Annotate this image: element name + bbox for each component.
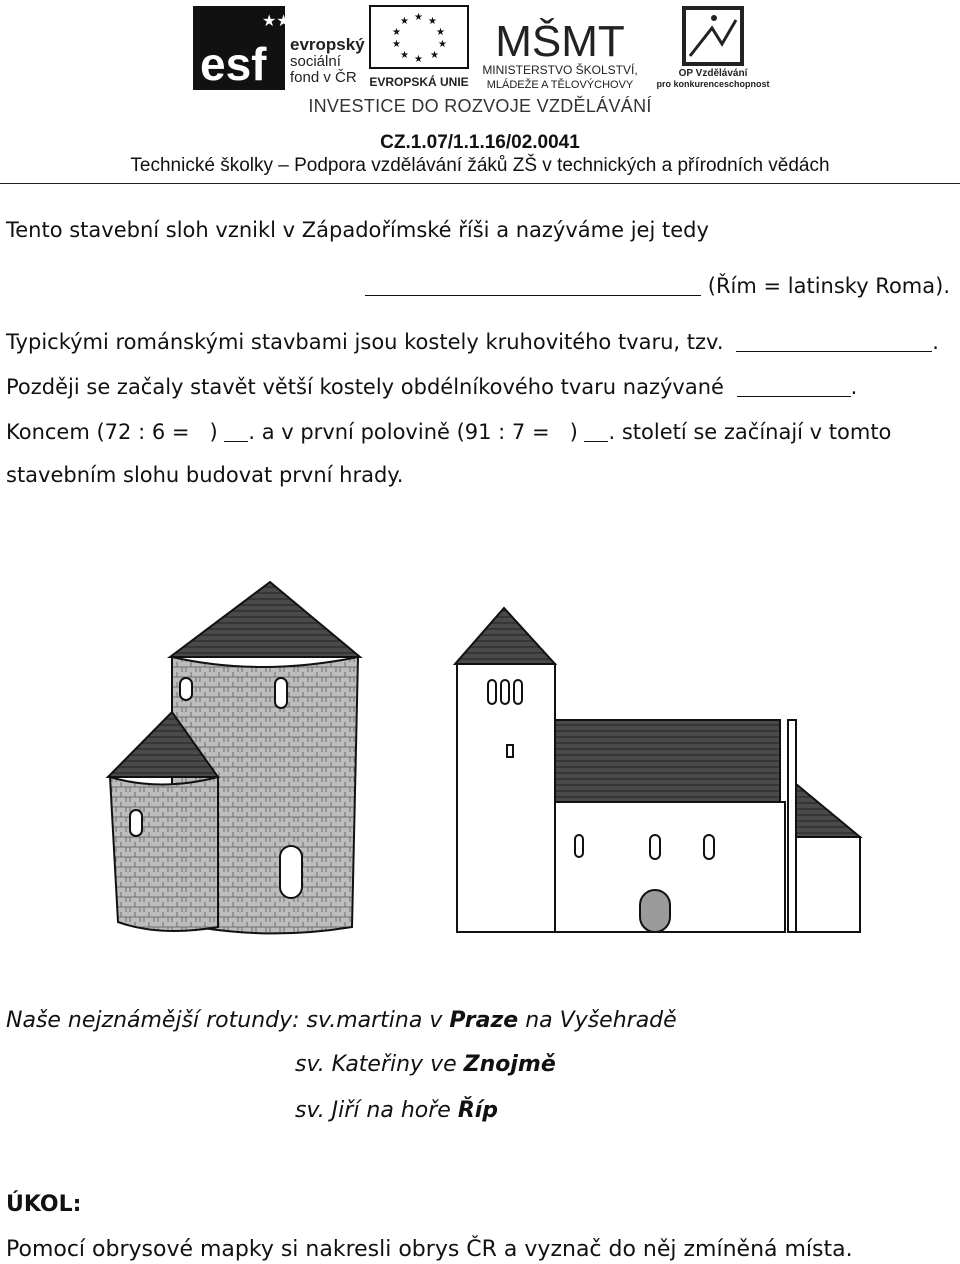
rotunda-2-city: Znojmě <box>463 1052 556 1077</box>
esf-line3: fond v ČR <box>290 69 357 86</box>
rotunda-2-text: sv. Kateřiny ve <box>295 1052 464 1077</box>
eu-flag-logo <box>369 6 468 89</box>
msmt-line1: MINISTERSTVO ŠKOLSTVÍ, <box>482 63 638 77</box>
text-line-4-a: Později se začaly stavět větší kostely obdélníkového tvaru nazývané <box>6 375 724 399</box>
esf-mark: esf <box>200 38 267 90</box>
project-subtitle: Technické školky – Podpora vzdělávání žáků ZŠ v technických a přírodních vědách <box>130 155 830 176</box>
esf-line1: evropský <box>290 35 365 54</box>
answer-blank-3[interactable] <box>737 375 851 397</box>
text-line-4 <box>6 375 857 399</box>
text-line-1: Tento stavební sloh vznikl v Západořímské říši a nazýváme jej tedy <box>6 218 709 242</box>
msmt-logo <box>482 16 637 91</box>
text-line-2 <box>365 274 950 298</box>
text-line-5-b: . a v první polovině (91 : 7 = ) <box>248 420 578 444</box>
rotunda-drawing <box>108 582 360 933</box>
rotunda-line-1 <box>6 1008 677 1033</box>
text-line-2-tail: (Řím = latinsky Roma). <box>707 274 950 298</box>
text-line-6: stavebním slohu budovat první hrady. <box>6 463 404 487</box>
svg-text:★: ★ <box>392 39 401 50</box>
basilica-drawing <box>455 608 860 932</box>
text-line-5-a: Koncem (72 : 6 = ) <box>6 420 218 444</box>
op-line1: OP Vzdělávání <box>678 68 748 79</box>
rotunda-3-text: sv. Jiří na hoře <box>295 1098 458 1123</box>
op-line2: pro konkurenceschopnost <box>656 79 770 89</box>
svg-text:★: ★ <box>400 50 409 61</box>
rotunda-3-place: Říp <box>457 1098 499 1123</box>
esf-line2: sociální <box>290 53 341 70</box>
rotunda-1-place: na Vyšehradě <box>518 1008 677 1033</box>
task-text: Pomocí obrysové mapky si nakresli obrys ČR a vyznač do něj zmíněná místa. <box>6 1237 853 1262</box>
rotunda-line-3 <box>295 1098 498 1123</box>
svg-text:★: ★ <box>414 54 423 65</box>
esf-logo <box>193 6 365 90</box>
svg-text:★: ★ <box>436 27 445 38</box>
msmt-mark: MŠMT <box>495 17 625 66</box>
eu-label: EVROPSKÁ UNIE <box>369 75 469 89</box>
msmt-line2: MLÁDEŽE A TĚLOVÝCHOVY <box>486 79 634 91</box>
answer-blank-4[interactable] <box>224 420 248 442</box>
text-line-4-b: . <box>850 375 858 399</box>
text-line-3-b: . <box>932 330 939 354</box>
svg-text:★: ★ <box>438 39 447 50</box>
svg-text:★★: ★★ <box>262 13 291 30</box>
svg-text:★: ★ <box>414 12 423 23</box>
rotunda-1-city: Praze <box>449 1008 519 1033</box>
rotunda-line-2 <box>295 1052 556 1077</box>
text-line-5 <box>6 420 891 444</box>
header-divider <box>0 183 960 184</box>
answer-blank-1[interactable] <box>365 274 701 296</box>
svg-text:★: ★ <box>400 16 409 27</box>
svg-text:★: ★ <box>428 16 437 27</box>
op-logo <box>656 8 769 89</box>
answer-blank-2[interactable] <box>736 330 932 352</box>
svg-text:★: ★ <box>392 27 401 38</box>
svg-text:★: ★ <box>430 50 439 61</box>
project-code: CZ.1.07/1.1.16/02.0041 <box>380 132 580 153</box>
romanesque-illustration <box>100 572 880 952</box>
investice-banner: INVESTICE DO ROZVOJE VZDĚLÁVÁNÍ <box>308 96 652 116</box>
text-line-5-c: . století se začínají v tomto <box>608 420 892 444</box>
rotunda-1-text: Naše nejznámější rotundy: sv.martina v <box>6 1008 450 1033</box>
task-heading: ÚKOL: <box>6 1192 82 1217</box>
text-line-3-a: Typickými románskými stavbami jsou kostely kruhovitého tvaru, tzv. <box>6 330 724 354</box>
answer-blank-5[interactable] <box>584 420 608 442</box>
text-line-3 <box>6 330 939 354</box>
